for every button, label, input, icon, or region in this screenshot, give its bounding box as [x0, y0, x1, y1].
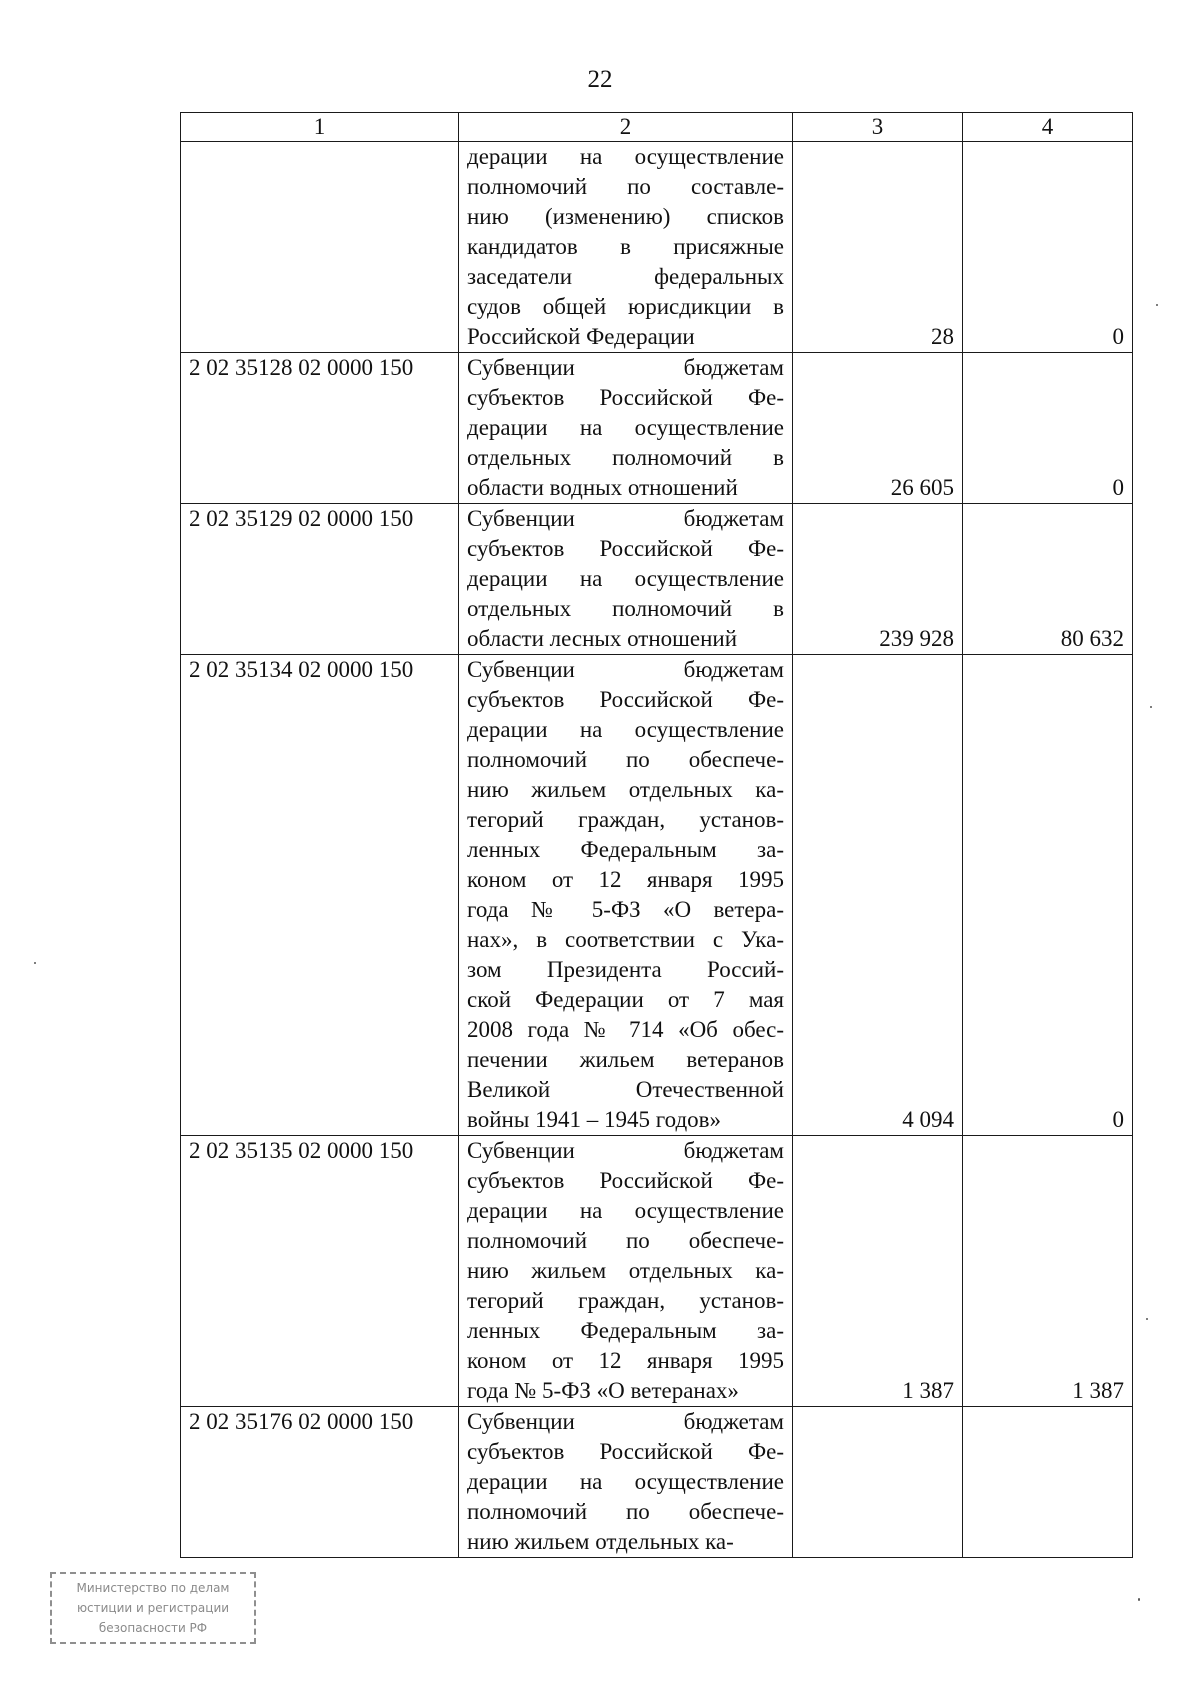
description-line: области водных отношений: [467, 475, 738, 500]
amount-col3-cell: 1 387: [793, 1136, 963, 1407]
description-line: отдельных полномочий в: [467, 445, 784, 470]
column-header: 3: [793, 113, 963, 142]
description-line: нах», в соответствии с Ука-: [467, 927, 784, 952]
table-body: [181, 142, 1133, 1558]
description-cell: [459, 1136, 793, 1407]
description-line: нию (изменению) списков: [467, 204, 784, 229]
scan-speck: [1156, 304, 1158, 306]
description-line: Субвенции бюджетам: [467, 657, 784, 682]
amount-col4-cell: 1 387: [963, 1136, 1133, 1407]
amount-col4-cell: 0: [963, 655, 1133, 1136]
description-line: Субвенции бюджетам: [467, 355, 784, 380]
description-line: Российской Федерации: [467, 324, 695, 349]
description-line: 2008 года № 714 «Об обес-: [467, 1017, 784, 1042]
description-line: дерации на осуществление: [467, 415, 784, 440]
description-line: войны 1941 – 1945 годов»: [467, 1107, 722, 1132]
description-line: области лесных отношений: [467, 626, 738, 651]
description-line: дерации на осуществление: [467, 144, 784, 169]
amount-col4-cell: 0: [963, 353, 1133, 504]
budget-code-cell: 2 02 35135 02 0000 150: [181, 1136, 459, 1407]
amount-col3-cell: 28: [793, 142, 963, 353]
description-line: субъектов Российской Фе-: [467, 536, 784, 561]
stamp-line: безопасности РФ: [98, 1621, 208, 1635]
description-line: субъектов Российской Фе-: [467, 1439, 784, 1464]
description-line: Великой Отечественной: [467, 1077, 784, 1102]
amount-col4-cell: [963, 1407, 1133, 1558]
description-cell: [459, 1407, 793, 1558]
description-line: нию жильем отдельных ка-: [467, 777, 784, 802]
description-cell: [459, 655, 793, 1136]
description-line: Субвенции бюджетам: [467, 1409, 784, 1434]
description-line: Субвенции бюджетам: [467, 506, 784, 531]
description-line: ленных Федеральным за-: [467, 837, 784, 862]
page-number: 22: [587, 66, 613, 93]
description-line: ской Федерации от 7 мая: [467, 987, 784, 1012]
description-line: полномочий по составле-: [467, 174, 784, 199]
description-line: дерации на осуществление: [467, 566, 784, 591]
table-row: [181, 504, 1133, 655]
description-line: года № 5-ФЗ «О ветера-: [467, 897, 784, 922]
stamp-line: Министерство по делам: [76, 1581, 230, 1595]
budget-code-cell: 2 02 35128 02 0000 150: [181, 353, 459, 504]
scan-speck: [1150, 706, 1152, 708]
description-line: дерации на осуществление: [467, 717, 784, 742]
column-header: 4: [963, 113, 1133, 142]
table-row: [181, 1407, 1133, 1558]
stamp-line: юстиции и регистрации: [76, 1601, 230, 1615]
budget-table: [180, 112, 1133, 1558]
description-line: субъектов Российской Фе-: [467, 687, 784, 712]
amount-col3-cell: [793, 1407, 963, 1558]
description-line: субъектов Российской Фе-: [467, 1168, 784, 1193]
table-row: [181, 142, 1133, 353]
scan-speck: [1138, 1598, 1140, 1601]
amount-col4-cell: 80 632: [963, 504, 1133, 655]
description-cell: [459, 353, 793, 504]
header-row: [181, 113, 1133, 142]
description-line: нию жильем отдельных ка-: [467, 1258, 784, 1283]
amount-col3-cell: 239 928: [793, 504, 963, 655]
description-line: коном от 12 января 1995: [467, 867, 784, 892]
description-line: дерации на осуществление: [467, 1198, 784, 1223]
description-line: кандидатов в присяжные: [467, 234, 784, 259]
budget-code-cell: 2 02 35176 02 0000 150: [181, 1407, 459, 1558]
table-row: [181, 1136, 1133, 1407]
description-line: отдельных полномочий в: [467, 596, 784, 621]
description-line: года № 5-ФЗ «О ветеранах»: [467, 1378, 739, 1403]
table-row: [181, 655, 1133, 1136]
budget-code-cell: 2 02 35129 02 0000 150: [181, 504, 459, 655]
amount-col4-cell: 0: [963, 142, 1133, 353]
description-line: тегорий граждан, установ-: [467, 807, 784, 832]
description-line: коном от 12 января 1995: [467, 1348, 784, 1373]
amount-col3-cell: 26 605: [793, 353, 963, 504]
description-line: полномочий по обеспече-: [467, 747, 784, 772]
column-header: 1: [181, 113, 459, 142]
description-line: зом Президента Россий-: [467, 957, 784, 982]
registration-stamp: [50, 1572, 256, 1644]
budget-code-cell: 2 02 35134 02 0000 150: [181, 655, 459, 1136]
budget-code-cell: [181, 142, 459, 353]
scan-speck: [1146, 1318, 1148, 1320]
description-line: печении жильем ветеранов: [467, 1047, 784, 1072]
description-cell: [459, 142, 793, 353]
amount-col3-cell: 4 094: [793, 655, 963, 1136]
column-header: 2: [459, 113, 793, 142]
description-line: судов общей юрисдикции в: [467, 294, 784, 319]
description-cell: [459, 504, 793, 655]
description-line: полномочий по обеспече-: [467, 1499, 784, 1524]
description-line: субъектов Российской Фе-: [467, 385, 784, 410]
description-line: Субвенции бюджетам: [467, 1138, 784, 1163]
description-line: дерации на осуществление: [467, 1469, 784, 1494]
scan-speck: [34, 962, 36, 964]
description-line: полномочий по обеспече-: [467, 1228, 784, 1253]
description-line: тегорий граждан, установ-: [467, 1288, 784, 1313]
description-line: ленных Федеральным за-: [467, 1318, 784, 1343]
description-line: нию жильем отдельных ка-: [467, 1529, 734, 1554]
description-line: заседатели федеральных: [467, 264, 784, 289]
table-row: [181, 353, 1133, 504]
